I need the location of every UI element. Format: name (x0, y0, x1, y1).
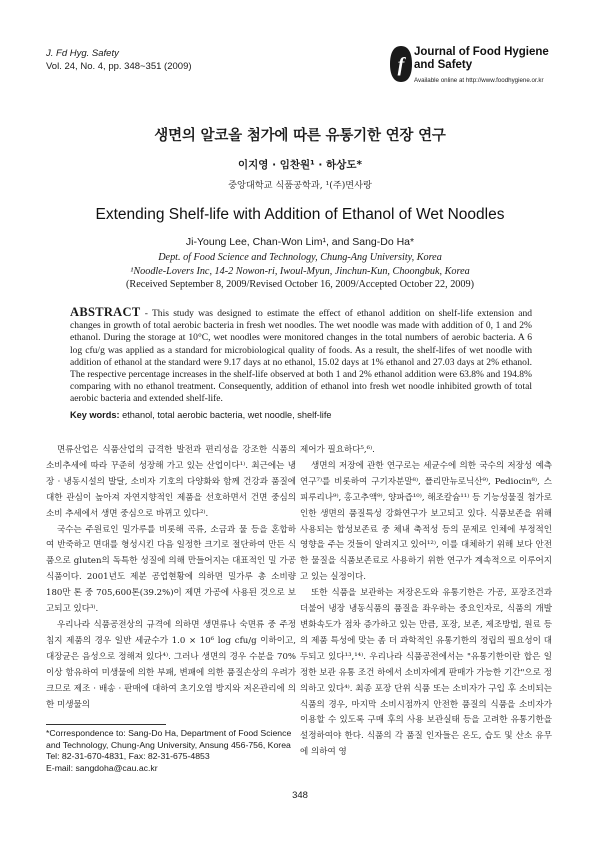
body-paragraph: 또한 식품을 보관하는 저장온도와 유통기한은 가공, 포장조건과 더불어 냉장 냉동식품의 품질을 좌우하는 중요인자로, 식품의 개발 변화속도가 점차 증가하고 있는 만큼, 포장, 보존, 제조방법, 원료 등의 제품 특성에 맞는 좀 더 과학적인 유통기한의 정립의 필요성이 대두되고 있다¹³,¹⁴⁾. 우리나라 식품공전에서는 "유통기한이란 합은 일정한 보관 유통 조건 하에서 소비자에게 판매가 가능한 기간"으로 정의하고 있다⁴⁾. 최종 포장 단위 식품 또는 소비자가 구입 후 소비되는 식품의 경우, 마지막 소비시점까지 안전한 품질의 식품을 소비자가 이용할 수 있도록 구매 후의 사용 보관실태 등을 고려한 유통기한을 설정하여야 한다. 식품의 각 품질 인자들은 온도, 습도 및 산소 유무에 의하여 영 (300, 588, 552, 758)
journal-branding (388, 44, 558, 96)
keywords-text: ethanol, total aerobic bacteria, wet noodle, shelf-life (119, 410, 332, 420)
body-column-left (46, 443, 296, 713)
journal-name-line1: Journal of Food Hygiene (414, 46, 549, 58)
abstract-text: - This study was designed to estimate the effect of ethanol addition on shelf-life extension and changes in growth of total aerobic bacteria in fresh wet noodles. The wet noodle was made with addition of 0, 1 and 2% ethanol. During the storage at 10°C, wet noodles were monitored changes in the total numbers of aerobic bacteria. A 6 log cfu/g was applied as a standard for microbiological quality of foods. As a result, the shelf-lifes of wet noodle with addition of ethanol at the standard were 9.17 days at no ethanol, 15.02 days at 1% ethanol and 27.03 days at 2% ethanol. The respective percentage increases in the shelf-life observed at both 1 and 2% ethanol addition were 63.8% and 194.8% comparing with no ethanol treatment. Consequently, addition of ethanol into fresh wet noodle inhibited growth of total aerobic bacteria and extended shelf-life. (70, 308, 532, 405)
journal-citation (46, 47, 192, 73)
journal-logo-icon (388, 44, 414, 84)
body-paragraph: 제어가 필요하다⁵,⁶⁾. (300, 445, 375, 455)
abstract (70, 306, 532, 406)
keywords (70, 410, 532, 420)
correspondence-footnote (46, 728, 296, 774)
authors-english: Ji-Young Lee, Chan-Won Lim¹, and Sang-Do Ha* (185, 236, 415, 248)
authors-korean: 이지영 · 임찬원¹ · 하상도* (238, 159, 362, 171)
logo-letter: f (397, 54, 405, 76)
journal-name (414, 46, 549, 72)
body-paragraph: 면류산업은 식품산업의 급격한 발전과 편리성을 강조한 식품의 소비추세에 따라 꾸준히 성장해 가고 있는 산업이다¹⁾. 최근에는 냉장 · 냉동시설의 발달, 소비자 기호의 다양화와 함께 건강과 품질에 대한 관심이 높아져 자연지향적인 제품을 선호하면서 건면 중심의 소비 추세에서 생면 중심으로 바뀌고 있다²⁾. (46, 445, 296, 519)
page-number: 348 (292, 790, 308, 801)
footnote-line: *Correspondence to: Sang-Do Ha, Department of Food Science and Technology, Chung-Ang University, Ansung 456-756, Korea (46, 728, 292, 750)
journal-name-line2: and Safety (414, 59, 473, 71)
body-paragraph: 국수는 주원료인 밀가루를 비롯해 곡류, 소금과 물 등을 혼합하여 반죽하고 면대를 형성시킨 다음 일정한 크기로 절단하여 만든 식품으로 gluten의 독특한 성질에 의해 만들어지는 대표적인 밀 가공식품이다. 2001년도 제분 공업현황에 의하면 밀가루 총 소비량 180만 톤 중 705,600톤(39.2%)이 제면 가공에 사용된 것으로 보고되고 있다³⁾. (46, 524, 296, 615)
affiliation-english-1: Dept. of Food Science and Technology, Chung-Ang University, Korea (158, 252, 442, 263)
affiliation-korean: 중앙대학교 식품공학과, ¹(주)면사랑 (228, 180, 372, 191)
affiliations-english (0, 251, 600, 279)
title-english: Extending Shelf-life with Addition of Ethanol of Wet Noodles (95, 206, 505, 223)
footnote-line: E-mail: sangdoha@cau.ac.kr (46, 762, 158, 773)
body-paragraph: 우리나라 식품공전상의 규격에 의하면 생면류나 숙면류 중 주정 침지 제품의 경우 일반 세균수가 1.0 × 10⁶ log cfu/g 이하이고, 대장균은 음성으로 정해져 있다⁴⁾. 그러나 생면의 경우 수분을 70% 이상 함유하여 미생물에 의한 부패, 변패에 의한 품질손상의 우려가 크므로 제조 · 배송 · 판매에 대하여 초기오염 방지와 저온관리에 의한 미생물의 (46, 619, 296, 710)
volume-info: Vol. 24, No. 4, pp. 348~351 (2009) (46, 61, 192, 72)
title-korean: 생면의 알코올 첨가에 따른 유통기한 연장 연구 (154, 128, 446, 144)
affiliation-english-2: ¹Noodle-Lovers Inc, 14-2 Nowon-ri, Iwoul-Myun, Jinchun-Kun, Choongbuk, Korea (130, 266, 470, 277)
body-paragraph: 생면의 저장에 관한 연구로는 세균수에 의한 국수의 저장성 예측 연구⁷⁾를 비롯하여 구기자분말⁸⁾, 폴리만뉴로닉산⁹⁾, Pediocin⁸⁾, 스피루리나⁹⁾, 홍고추액⁹⁾, 양파즙¹⁰⁾, 해조칼슘¹¹⁾ 등 기능성물질 첨가로 인한 생면의 품질특성 강화연구가 보고되고 있다. 식품보존을 위해 사용되는 합성보존료 중 체내 축적성 등의 문제로 인체에 부정적인 영향을 주는 것들이 알려지고 있어¹²⁾, 이를 대체하기 위해 보다 안전한 물질을 식품보존료로 사용하기 위한 연구가 계속적으로 이루어지고 있는 실정이다. (300, 460, 552, 583)
keywords-label: Key words: (70, 410, 120, 420)
abstract-label: ABSTRACT (70, 305, 141, 319)
received-dates: (Received September 8, 2009/Revised October 16, 2009/Accepted October 22, 2009) (126, 279, 474, 290)
footnote-divider (46, 724, 166, 725)
body-column-right (300, 443, 552, 761)
journal-abbreviation: J. Fd Hyg. Safety (46, 48, 119, 59)
footnote-line: Tel: 82-31-670-4831, Fax: 82-31-675-4853 (46, 751, 210, 762)
journal-url: Available online at http://www.foodhygiene.or.kr (414, 77, 544, 84)
